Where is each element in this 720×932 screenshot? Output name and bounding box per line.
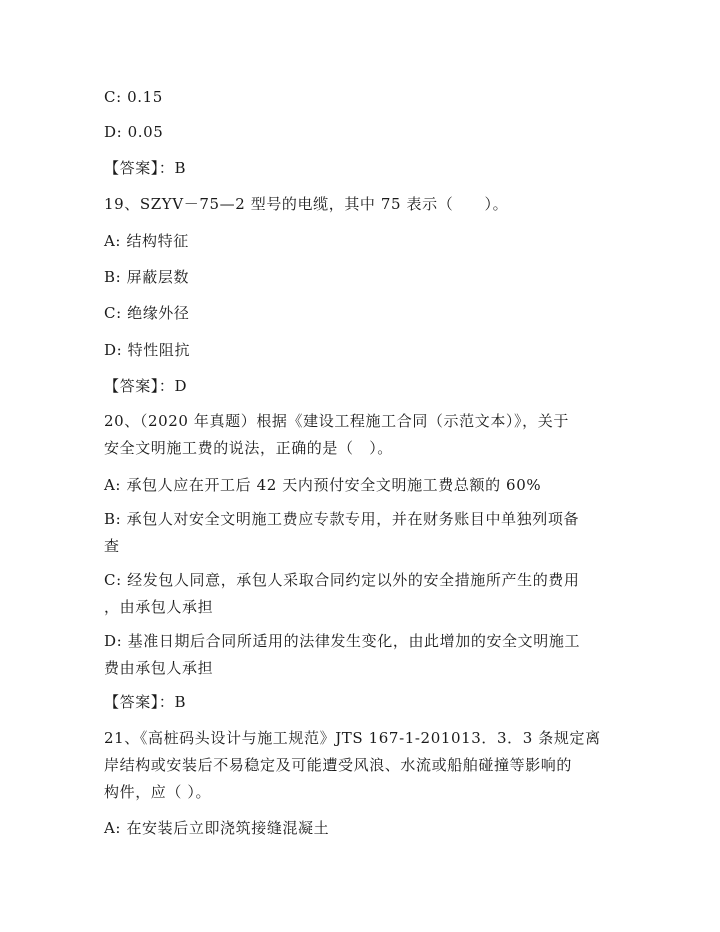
q20-option-c-line-2: ，由承包人承担 — [104, 598, 214, 616]
q20-option-b-line-2: 查 — [104, 537, 120, 555]
q20-option-d-line-1: D: 基准日期后合同所适用的法律发生变化，由此增加的安全文明施工 — [104, 632, 581, 650]
question-20 — [104, 408, 624, 462]
option-c-prev: C: 0.15 — [104, 88, 163, 106]
question-21-line-1: 21、《高桩码头设计与施工规范》JTS 167-1-201013．3．3 条规定离 — [104, 729, 601, 747]
question-19: 19、SZYV－75—2 型号的电缆，其中 75 表示（ ）。 — [104, 195, 509, 213]
answer-20: 【答案】：B — [104, 693, 187, 711]
question-21-line-3: 构件，应（ ）。 — [104, 783, 212, 801]
question-21 — [104, 725, 624, 806]
q20-option-d — [104, 628, 624, 682]
question-20-line-2: 安全文明施工费的说法，正确的是（ ）。 — [104, 439, 393, 457]
answer-18: 【答案】：B — [104, 159, 187, 177]
q20-option-a: A: 承包人应在开工后 42 天内预付安全文明施工费总额的 60% — [104, 476, 542, 494]
question-21-line-2: 岸结构或安装后不易稳定及可能遭受风浪、水流或船舶碰撞等影响的 — [104, 756, 573, 774]
answer-19: 【答案】：D — [104, 377, 188, 395]
q21-option-a: A: 在安装后立即浇筑接缝混凝土 — [104, 819, 330, 837]
q19-option-a: A: 结构特征 — [104, 232, 189, 250]
option-d-prev: D: 0.05 — [104, 123, 164, 141]
q20-option-b-line-1: B: 承包人对安全文明施工费应专款专用，并在财务账目中单独列项备 — [104, 510, 580, 528]
q20-option-c-line-1: C: 经发包人同意，承包人采取合同约定以外的安全措施所产生的费用 — [104, 571, 580, 589]
q20-option-d-line-2: 费由承包人承担 — [104, 659, 214, 677]
q19-option-b: B: 屏蔽层数 — [104, 268, 190, 286]
q20-option-b — [104, 506, 624, 560]
question-20-line-1: 20、（2020 年真题）根据《建设工程施工合同（示范文本）》，关于 — [104, 412, 569, 430]
q19-option-d: D: 特性阻抗 — [104, 341, 191, 359]
q20-option-c — [104, 567, 624, 621]
q19-option-c: C: 绝缘外径 — [104, 304, 190, 322]
